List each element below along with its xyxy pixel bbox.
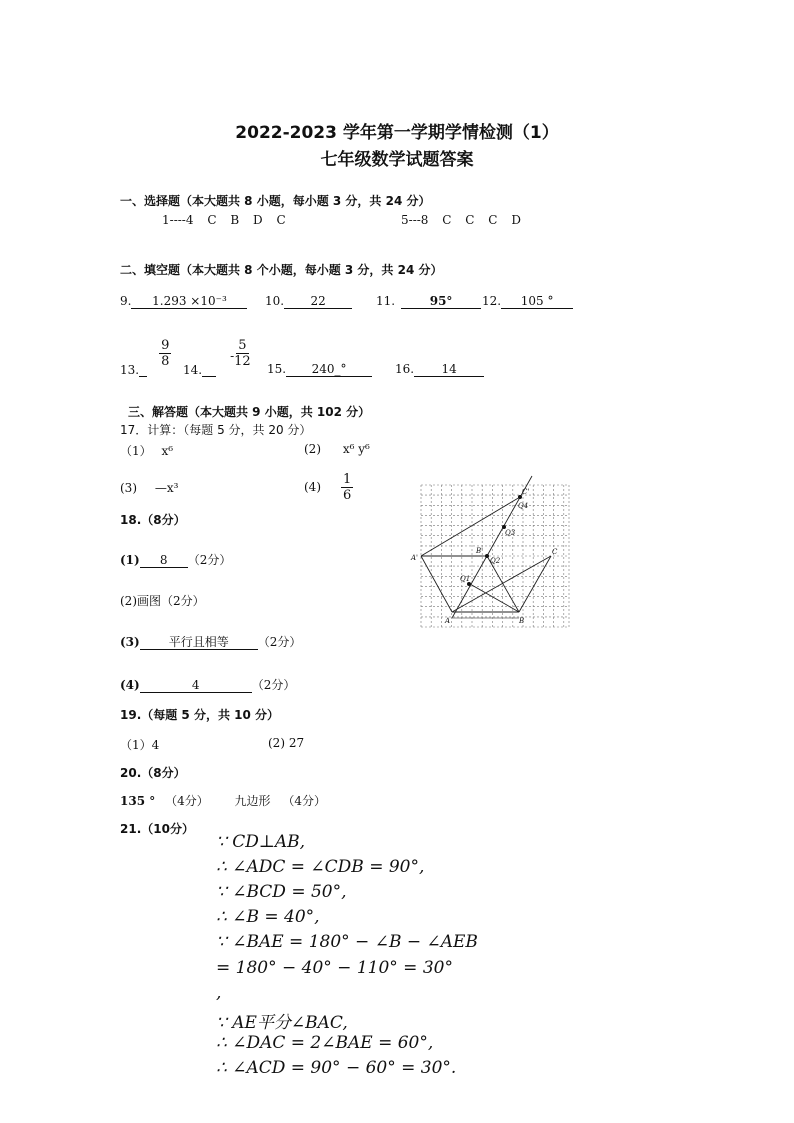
q21-step-7: , bbox=[216, 983, 222, 1003]
segment-bc bbox=[519, 556, 551, 612]
q18-part2: (2)画图（2分） bbox=[120, 594, 205, 608]
q12-number: 12. bbox=[482, 294, 502, 308]
q13-fraction bbox=[159, 338, 171, 369]
page-title: 2022-2023 学年第一学期学情检测（1） bbox=[235, 123, 559, 143]
q18-p4-label: (4) bbox=[120, 678, 140, 692]
segment-a-apex bbox=[421, 556, 452, 612]
q17-part3 bbox=[120, 481, 178, 495]
fill-q12 bbox=[482, 294, 573, 309]
page-subtitle: 七年级数学试题答案 bbox=[320, 150, 474, 170]
fill-q13 bbox=[120, 337, 171, 377]
q21-step-3: ∵ ∠BCD = 50°, bbox=[216, 882, 347, 902]
mc-group2 bbox=[401, 213, 521, 227]
q10-number: 10. bbox=[265, 294, 285, 308]
q18-part3 bbox=[120, 633, 301, 650]
label-b: B bbox=[519, 617, 525, 625]
q21-step-4: ∴ ∠B = 40°, bbox=[216, 907, 320, 927]
q17-p2-label: (2) bbox=[304, 442, 321, 456]
q19-part2: (2) 27 bbox=[268, 736, 305, 750]
q21-step-10: ∴ ∠ACD = 90° − 60° = 30°. bbox=[216, 1058, 457, 1078]
mc-answer-3: D bbox=[253, 213, 263, 227]
fill-q14 bbox=[183, 337, 251, 377]
q21-step-2: ∴ ∠ADC = ∠CDB = 90°, bbox=[216, 857, 425, 877]
q21-step-5: ∵ ∠BAE = 180° − ∠B − ∠AEB bbox=[216, 932, 478, 952]
mc-answer-8: D bbox=[511, 213, 521, 227]
q17-part2 bbox=[304, 442, 370, 456]
label-c: C bbox=[552, 548, 558, 556]
label-q1: Q1 bbox=[460, 575, 471, 583]
q17-p4-denominator: 6 bbox=[343, 487, 352, 503]
q14-sign: - bbox=[230, 349, 235, 363]
mc-group1 bbox=[162, 213, 286, 227]
q13-denominator: 8 bbox=[161, 354, 170, 369]
section2-header: 二、填空题（本大题共 8 个小题，每小题 3 分，共 24 分） bbox=[120, 263, 443, 277]
q20-header: 20.（8分） bbox=[120, 766, 186, 780]
q17-header: 17．计算：（每题 5 分，共 20 分） bbox=[120, 423, 312, 437]
fill-q15 bbox=[267, 362, 372, 377]
q10-answer: 22 bbox=[284, 294, 352, 309]
q21-step-8: ∵ AE平分∠BAC, bbox=[216, 1013, 348, 1033]
q11-answer: 95° bbox=[401, 294, 481, 309]
q17-p4-numerator: 1 bbox=[343, 471, 352, 487]
fill-q16 bbox=[395, 362, 484, 377]
section1-header: 一、选择题（本大题共 8 小题，每小题 3 分，共 24 分） bbox=[120, 194, 431, 208]
q21-header: 21.（10分） bbox=[120, 822, 194, 836]
q15-answer: 240_° bbox=[286, 362, 372, 377]
mc-answer-7: C bbox=[488, 213, 498, 227]
q18-p3-answer: 平行且相等 bbox=[140, 635, 258, 650]
mc-answer-1: C bbox=[207, 213, 217, 227]
q14-fraction bbox=[234, 338, 251, 369]
q21-step-1: ∵ CD⊥AB, bbox=[216, 832, 306, 852]
q18-p1-score: （2分） bbox=[187, 553, 232, 567]
q17-p4-fraction bbox=[341, 472, 353, 503]
q17-p1-label: （1） bbox=[120, 444, 152, 458]
q18-p3-label: (3) bbox=[120, 635, 140, 649]
q16-number: 16. bbox=[395, 362, 415, 376]
q17-p3-label: (3) bbox=[120, 481, 137, 495]
mc-answer-5: C bbox=[442, 213, 452, 227]
mc-group2-range: 5---8 bbox=[401, 213, 429, 227]
q18-p1-answer: 8 bbox=[140, 553, 188, 568]
q18-grid-figure bbox=[410, 472, 580, 632]
q17-part1 bbox=[120, 442, 173, 459]
fill-q10 bbox=[265, 294, 352, 309]
segment-a-c bbox=[452, 556, 551, 612]
mc-answer-4: C bbox=[276, 213, 286, 227]
q12-answer: 105 ° bbox=[501, 294, 573, 309]
label-a1: A' bbox=[411, 554, 418, 562]
q19-part1: （1）4 bbox=[120, 738, 160, 752]
q17-p3-answer: —x³ bbox=[154, 481, 179, 495]
q17-part4 bbox=[304, 466, 353, 508]
q18-p4-answer: 4 bbox=[140, 678, 252, 693]
q20-answer1: 135 ° bbox=[120, 794, 156, 808]
mc-answer-2: B bbox=[230, 213, 240, 227]
q14-denominator: 12 bbox=[234, 354, 251, 369]
label-q3: Q3 bbox=[505, 529, 516, 537]
section3-header: 三、解答题（本大题共 9 小题，共 102 分） bbox=[128, 405, 371, 419]
label-c1: C' bbox=[522, 488, 530, 496]
q18-p1-label: (1) bbox=[120, 553, 140, 567]
q11-number: 11. bbox=[376, 294, 396, 308]
q18-part4 bbox=[120, 676, 295, 693]
q13-numerator: 9 bbox=[161, 338, 170, 353]
q17-p1-answer: x⁶ bbox=[161, 444, 174, 458]
mc-answer-6: C bbox=[465, 213, 475, 227]
q18-header: 18.（8分） bbox=[120, 513, 186, 527]
label-q4: Q4 bbox=[518, 502, 529, 510]
q18-part1 bbox=[120, 551, 231, 568]
q9-answer: 1.293 ×10⁻³ bbox=[131, 294, 247, 309]
q9-number: 9. bbox=[120, 294, 132, 308]
q16-answer: 14 bbox=[414, 362, 484, 377]
q15-number: 15. bbox=[267, 362, 287, 376]
q14-number: 14. bbox=[183, 363, 203, 377]
label-q2: Q2 bbox=[490, 557, 501, 565]
mc-group1-range: 1----4 bbox=[162, 213, 194, 227]
figure-labels bbox=[410, 488, 558, 625]
fill-q9 bbox=[120, 294, 247, 309]
q17-p2-answer: x⁶ y⁶ bbox=[342, 442, 370, 456]
q13-number: 13. bbox=[120, 363, 140, 377]
q20-answer2: 九边形 bbox=[234, 794, 271, 808]
q21-step-9: ∴ ∠DAC = 2∠BAE = 60°, bbox=[216, 1033, 434, 1053]
q18-p4-score: （2分） bbox=[251, 678, 296, 692]
q20-score2: （4分） bbox=[282, 794, 327, 808]
q21-step-6: = 180° − 40° − 110° = 30° bbox=[216, 958, 453, 978]
q14-numerator: 5 bbox=[238, 338, 247, 353]
label-b1: B' bbox=[476, 547, 484, 555]
q20-answers bbox=[120, 792, 326, 809]
label-a: A bbox=[445, 617, 451, 625]
q19-header: 19.（每题 5 分，共 10 分） bbox=[120, 708, 280, 722]
q18-p3-score: （2分） bbox=[257, 635, 302, 649]
q20-score1: （4分） bbox=[165, 794, 209, 808]
q17-p4-label: (4) bbox=[304, 480, 321, 494]
fill-q11 bbox=[376, 294, 481, 309]
